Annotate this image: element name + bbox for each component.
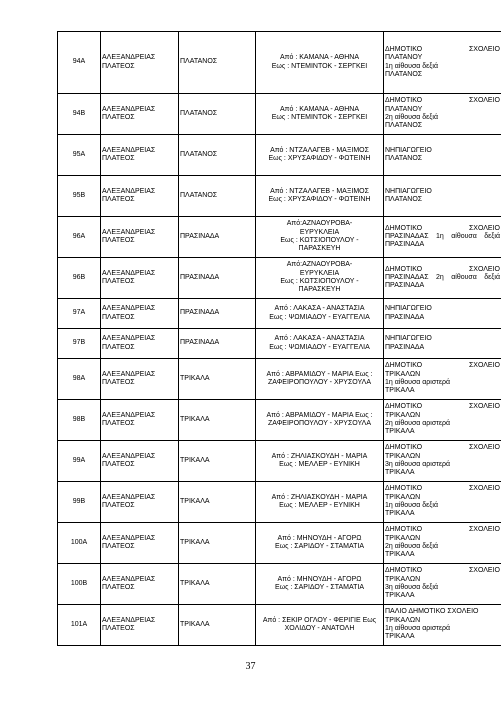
municipality xyxy=(101,564,179,605)
station-code-text: 94Α xyxy=(72,58,86,66)
location-line: 1η αίθουσα δεξιά xyxy=(385,62,439,70)
station-location xyxy=(384,217,501,258)
range-line: Από : ΖΗΛΙΑΣΚΟΥΔΗ - ΜΑΡΙΑ xyxy=(271,452,368,460)
station-code-text: 100Α xyxy=(70,538,88,546)
municipality-line: ΑΛΕΞΑΝΔΡΕΙΑΣ xyxy=(102,616,156,624)
area xyxy=(179,359,256,400)
range-line: Εως : ΜΕΛΛΕΡ - ΕΥΝΙΚΗ xyxy=(279,502,360,509)
station-location xyxy=(384,94,501,135)
station-code-text: 99Α xyxy=(72,456,86,464)
municipality-line: ΠΛΑΤΕΟΣ xyxy=(102,278,135,285)
area-text: ΠΛΑΤΑΝΟΣ xyxy=(180,150,218,158)
municipality xyxy=(101,523,179,564)
municipality-line: ΠΛΑΤΕΟΣ xyxy=(102,379,135,386)
range-line: ΕΥΡΥΚΛΕΙΑ xyxy=(299,228,340,236)
location-line: ΤΡΙΚΑΛΩΝ xyxy=(385,411,421,419)
range-line: Από : ΚΑΜΑΝΑ - ΑΘΗΝΑ xyxy=(280,54,359,62)
location-line: 2η αίθουσα δεξιά xyxy=(385,543,439,550)
station-code xyxy=(58,258,101,299)
table-row xyxy=(58,564,501,605)
station-code xyxy=(58,135,101,176)
area-text: ΠΡΑΣΙΝΑΔΑ xyxy=(180,309,220,317)
range-line: Από : ΜΗΝΟΥΔΗ - ΑΓΟΡΩ xyxy=(277,534,362,542)
area xyxy=(179,482,256,523)
surname-range xyxy=(256,176,384,217)
range-line: Από : ΣΕΚΙΡ ΟΓΛΟΥ - ΦΕΡΙΓΙΕ Εως xyxy=(262,616,377,624)
location-line: ΠΡΑΣΙΝΑΔΑΣ 1η αίθουσα δεξιά xyxy=(385,232,500,240)
municipality-line: ΑΛΕΞΑΝΔΡΕΙΑΣ xyxy=(102,269,156,277)
municipality xyxy=(101,176,179,217)
municipality-line: ΠΛΑΤΕΟΣ xyxy=(102,502,135,509)
range-line: ΖΑΦΕΙΡΟΠΟΥΛΟΥ - ΧΡΥΣΟΥΛΑ xyxy=(267,379,372,386)
station-code xyxy=(58,329,101,359)
area-text: ΤΡΙΚΑΛΑ xyxy=(180,497,210,505)
range-line: Εως : ΨΩΜΙΑΔΟΥ - ΕΥΑΓΓΕΛΙΑ xyxy=(269,313,370,321)
table-row xyxy=(58,94,501,135)
range-line: Από : ΛΑΚΑΣΑ - ΑΝΑΣΤΑΣΙΑ xyxy=(274,335,365,343)
area-text: ΤΡΙΚΑΛΑ xyxy=(180,456,210,464)
station-code xyxy=(58,564,101,605)
area-text: ΠΡΑΣΙΝΑΔΑ xyxy=(180,232,220,240)
table-row xyxy=(58,299,501,329)
surname-range xyxy=(256,482,384,523)
station-location xyxy=(384,400,501,441)
table-row xyxy=(58,359,501,400)
municipality-line: ΠΛΑΤΕΟΣ xyxy=(102,196,135,203)
location-line: 1η αίθουσα αριστερά xyxy=(385,625,451,632)
municipality-line: ΠΛΑΤΕΟΣ xyxy=(102,543,135,550)
municipality-line: ΑΛΕΞΑΝΔΡΕΙΑΣ xyxy=(102,305,156,313)
area xyxy=(179,299,256,329)
range-line: Από:ΑΖΝΑΟΥΡΟΒΑ- xyxy=(286,261,353,269)
location-line: ΔΗΜΟΤΙΚΟ ΣΧΟΛΕΙΟ xyxy=(385,403,500,411)
range-line: Εως : ΜΕΛΛΕΡ - ΕΥΝΙΚΗ xyxy=(279,461,360,468)
range-line: Από : ΛΑΚΑΣΑ - ΑΝΑΣΤΑΣΙΑ xyxy=(274,305,365,313)
location-line: ΠΡΑΣΙΝΑΔΑ xyxy=(385,343,425,351)
location-line: 1η αίθουσα δεξιά xyxy=(385,502,439,509)
station-code-text: 95Β xyxy=(72,191,86,199)
area-text: ΠΡΑΣΙΝΑΔΑ xyxy=(180,273,220,281)
location-line: ΝΗΠΙΑΓΩΓΕΙΟ xyxy=(385,146,432,154)
station-location xyxy=(384,605,501,646)
page-number: 37 xyxy=(245,661,256,672)
area-text: ΠΛΑΤΑΝΟΣ xyxy=(180,58,218,66)
municipality-line: ΑΛΕΞΑΝΔΡΕΙΑΣ xyxy=(102,452,156,460)
location-line: ΔΗΜΟΤΙΚΟ ΣΧΟΛΕΙΟ xyxy=(385,265,500,273)
location-line: 2η αίθουσα αριστερά xyxy=(385,420,451,427)
location-line: ΤΡΙΚΑΛΑ xyxy=(385,633,415,641)
municipality-line: ΑΛΕΞΑΝΔΡΕΙΑΣ xyxy=(102,534,156,542)
location-line: ΠΡΑΣΙΝΑΔΑΣ 2η αίθουσα δεξιά xyxy=(385,273,500,281)
municipality xyxy=(101,32,179,94)
location-line: ΠΡΑΣΙΝΑΔΑ xyxy=(385,282,425,290)
location-line: 3η αίθουσα αριστερά xyxy=(385,461,451,468)
range-line: Εως : ΚΩΤΣΙΟΠΟΥΛΟΥ - xyxy=(280,237,359,244)
station-code xyxy=(58,359,101,400)
municipality-line: ΑΛΕΞΑΝΔΡΕΙΑΣ xyxy=(102,575,156,583)
station-code-text: 97Β xyxy=(72,339,86,347)
station-code xyxy=(58,299,101,329)
range-line: ΧΟΛΙΔΟΥ - ΑΝΑΤΟΛΗ xyxy=(284,625,355,632)
range-line: Εως : ΝΤΕΜΙΝΤΟΚ - ΣΕΡΓΚΕΙ xyxy=(271,62,368,70)
area-text: ΤΡΙΚΑΛΑ xyxy=(180,620,210,628)
range-line: ΠΑΡΑΣΚΕΥΗ xyxy=(298,245,341,253)
municipality-line: ΑΛΕΞΑΝΔΡΕΙΑΣ xyxy=(102,411,156,419)
area xyxy=(179,135,256,176)
range-line: Από : ΑΒΡΑΜΙΔΟΥ - ΜΑΡΙΑ Εως : xyxy=(266,370,373,378)
location-line: ΔΗΜΟΤΙΚΟ ΣΧΟΛΕΙΟ xyxy=(385,97,500,105)
area xyxy=(179,32,256,94)
range-line: Από : ΜΗΝΟΥΔΗ - ΑΓΟΡΩ xyxy=(277,575,362,583)
table-row xyxy=(58,217,501,258)
municipality-line: ΑΛΕΞΑΝΔΡΕΙΑΣ xyxy=(102,228,156,236)
location-line: ΠΛΑΤΑΝΟΣ xyxy=(385,122,423,130)
location-line: ΠΛΑΤΑΝΟΥ xyxy=(385,105,423,113)
station-code-text: 96Β xyxy=(72,273,86,281)
station-code-text: 95Α xyxy=(72,150,86,158)
station-code-text: 96Α xyxy=(72,232,86,240)
location-line: ΝΗΠΙΑΓΩΓΕΙΟ xyxy=(385,335,432,343)
surname-range xyxy=(256,400,384,441)
municipality-line: ΠΛΑΤΕΟΣ xyxy=(102,461,135,468)
table-row xyxy=(58,482,501,523)
location-line: ΔΗΜΟΤΙΚΟ ΣΧΟΛΕΙΟ xyxy=(385,362,500,370)
area xyxy=(179,605,256,646)
location-line: ΠΡΑΣΙΝΑΔΑ xyxy=(385,313,425,321)
station-code-text: 98Α xyxy=(72,374,86,382)
station-code xyxy=(58,523,101,564)
surname-range xyxy=(256,329,384,359)
station-code xyxy=(58,441,101,482)
station-location xyxy=(384,359,501,400)
surname-range xyxy=(256,523,384,564)
location-line: ΠΛΑΤΑΝΟΣ xyxy=(385,155,423,162)
range-line: Εως : ΧΡΥΣΑΦΙΔΟΥ - ΦΩΤΕΙΝΗ xyxy=(268,196,371,203)
municipality-line: ΠΛΑΤΕΟΣ xyxy=(102,313,135,321)
location-line: ΤΡΙΚΑΛΩΝ xyxy=(385,493,421,501)
table-row xyxy=(58,32,501,94)
range-line: Εως : ΨΩΜΙΑΔΟΥ - ΕΥΑΓΓΕΛΙΑ xyxy=(269,343,370,351)
area-text: ΤΡΙΚΑΛΑ xyxy=(180,374,210,382)
municipality xyxy=(101,258,179,299)
location-line: ΔΗΜΟΤΙΚΟ ΣΧΟΛΕΙΟ xyxy=(385,444,500,452)
location-line: ΤΡΙΚΑΛΩΝ xyxy=(385,616,421,624)
table-row xyxy=(58,329,501,359)
municipality xyxy=(101,94,179,135)
area-text: ΤΡΙΚΑΛΑ xyxy=(180,538,210,546)
area xyxy=(179,258,256,299)
municipality-line: ΠΛΑΤΕΟΣ xyxy=(102,62,135,70)
area-text: ΤΡΙΚΑΛΑ xyxy=(180,579,210,587)
surname-range xyxy=(256,32,384,94)
location-line: 3η αίθουσα δεξιά xyxy=(385,584,439,591)
station-location xyxy=(384,441,501,482)
range-line: Εως : ΣΑΡΙΔΟΥ - ΣΤΑΜΑΤΙΑ xyxy=(274,584,365,591)
location-line: ΤΡΙΚΑΛΑ xyxy=(385,592,415,600)
municipality-line: ΠΛΑΤΕΟΣ xyxy=(102,114,135,121)
location-line: 1η αίθουσα αριστερά xyxy=(385,379,451,386)
area xyxy=(179,329,256,359)
area xyxy=(179,564,256,605)
station-code-text: 98Β xyxy=(72,415,86,423)
station-location xyxy=(384,329,501,359)
municipality-line: ΑΛΕΞΑΝΔΡΕΙΑΣ xyxy=(102,493,156,501)
station-code xyxy=(58,32,101,94)
surname-range xyxy=(256,135,384,176)
location-line: ΠΛΑΤΑΝΟΥ xyxy=(385,54,423,62)
location-line: ΝΗΠΙΑΓΩΓΕΙΟ xyxy=(385,187,432,195)
area-text: ΠΛΑΤΑΝΟΣ xyxy=(180,191,218,199)
table-body xyxy=(58,32,501,646)
station-location xyxy=(384,32,501,94)
surname-range xyxy=(256,441,384,482)
range-line: Από : ΑΒΡΑΜΙΔΟΥ - ΜΑΡΙΑ Εως : xyxy=(266,411,373,419)
area xyxy=(179,441,256,482)
table-row xyxy=(58,523,501,564)
municipality xyxy=(101,299,179,329)
range-line: Εως : ΝΤΕΜΙΝΤΟΚ - ΣΕΡΓΚΕΙ xyxy=(271,114,368,121)
municipality xyxy=(101,482,179,523)
municipality-line: ΑΛΕΞΑΝΔΡΕΙΑΣ xyxy=(102,54,156,62)
range-line: Εως : ΣΑΡΙΔΟΥ - ΣΤΑΜΑΤΙΑ xyxy=(274,543,365,550)
station-code-text: 97Α xyxy=(72,309,86,317)
table-row xyxy=(58,258,501,299)
area-text: ΠΛΑΤΑΝΟΣ xyxy=(180,109,218,117)
municipality-line: ΑΛΕΞΑΝΔΡΕΙΑΣ xyxy=(102,370,156,378)
location-line: ΤΡΙΚΑΛΑ xyxy=(385,387,415,395)
station-code xyxy=(58,400,101,441)
station-location xyxy=(384,299,501,329)
station-code-text: 94Β xyxy=(72,109,86,117)
station-code-text: 100Β xyxy=(70,579,88,587)
municipality xyxy=(101,329,179,359)
station-code-text: 101Α xyxy=(70,620,88,628)
surname-range xyxy=(256,564,384,605)
surname-range xyxy=(256,258,384,299)
municipality-line: ΑΛΕΞΑΝΔΡΕΙΑΣ xyxy=(102,187,156,195)
surname-range xyxy=(256,217,384,258)
polling-stations-table xyxy=(57,31,501,646)
station-code-text: 99Β xyxy=(72,497,86,505)
municipality-line: ΠΛΑΤΕΟΣ xyxy=(102,343,135,351)
municipality xyxy=(101,135,179,176)
location-line: ΤΡΙΚΑΛΩΝ xyxy=(385,452,421,460)
municipality xyxy=(101,400,179,441)
table-row xyxy=(58,176,501,217)
station-code xyxy=(58,482,101,523)
area xyxy=(179,217,256,258)
range-line: Από : ΝΤΖΑΛΑΓΕΒ - ΜΑΞΙΜΟΣ xyxy=(270,146,369,154)
municipality-line: ΑΛΕΞΑΝΔΡΕΙΑΣ xyxy=(102,335,156,343)
location-line: ΤΡΙΚΑΛΩΝ xyxy=(385,575,421,583)
location-line: ΔΗΜΟΤΙΚΟ ΣΧΟΛΕΙΟ xyxy=(385,567,500,575)
municipality-line: ΠΛΑΤΕΟΣ xyxy=(102,237,135,244)
station-location xyxy=(384,258,501,299)
area xyxy=(179,94,256,135)
area xyxy=(179,176,256,217)
range-line: ΖΑΦΕΙΡΟΠΟΥΛΟΥ - ΧΡΥΣΟΥΛΑ xyxy=(267,420,372,427)
municipality-line: ΠΛΑΤΕΟΣ xyxy=(102,584,135,591)
location-line: ΤΡΙΚΑΛΩΝ xyxy=(385,534,421,542)
table-row xyxy=(58,441,501,482)
location-line: ΠΡΑΣΙΝΑΔΑ xyxy=(385,241,425,249)
location-line: ΠΑΛΙΟ ΔΗΜΟΤΙΚΟ ΣΧΟΛΕΙΟ xyxy=(385,608,479,616)
station-code xyxy=(58,176,101,217)
location-line: ΝΗΠΙΑΓΩΓΕΙΟ xyxy=(385,305,432,313)
surname-range xyxy=(256,605,384,646)
range-line: ΠΑΡΑΣΚΕΥΗ xyxy=(298,286,341,294)
table-row xyxy=(58,400,501,441)
area xyxy=(179,523,256,564)
municipality xyxy=(101,217,179,258)
table-row xyxy=(58,135,501,176)
municipality-line: ΠΛΑΤΕΟΣ xyxy=(102,420,135,427)
station-location xyxy=(384,523,501,564)
municipality-line: ΠΛΑΤΕΟΣ xyxy=(102,625,135,632)
range-line: ΕΥΡΥΚΛΕΙΑ xyxy=(299,269,340,277)
range-line: Εως : ΧΡΥΣΑΦΙΔΟΥ - ΦΩΤΕΙΝΗ xyxy=(268,155,371,162)
surname-range xyxy=(256,299,384,329)
location-line: 2η αίθουσα δεξιά xyxy=(385,114,439,121)
station-code xyxy=(58,94,101,135)
surname-range xyxy=(256,359,384,400)
station-location xyxy=(384,176,501,217)
location-line: ΔΗΜΟΤΙΚΟ ΣΧΟΛΕΙΟ xyxy=(385,224,500,232)
municipality xyxy=(101,441,179,482)
municipality-line: ΠΛΑΤΕΟΣ xyxy=(102,155,135,162)
municipality-line: ΑΛΕΞΑΝΔΡΕΙΑΣ xyxy=(102,105,156,113)
location-line: ΔΗΜΟΤΙΚΟ ΣΧΟΛΕΙΟ xyxy=(385,526,500,534)
station-code xyxy=(58,605,101,646)
location-line: ΤΡΙΚΑΛΑ xyxy=(385,510,415,518)
table-row xyxy=(58,605,501,646)
location-line: ΠΛΑΤΑΝΟΣ xyxy=(385,196,423,203)
station-location xyxy=(384,564,501,605)
location-line: ΤΡΙΚΑΛΩΝ xyxy=(385,370,421,378)
municipality xyxy=(101,605,179,646)
range-line: Από:ΑΖΝΑΟΥΡΟΒΑ- xyxy=(286,220,353,228)
surname-range xyxy=(256,94,384,135)
area-text: ΤΡΙΚΑΛΑ xyxy=(180,415,210,423)
location-line: ΠΛΑΤΑΝΟΣ xyxy=(385,70,423,78)
municipality-line: ΑΛΕΞΑΝΔΡΕΙΑΣ xyxy=(102,146,156,154)
municipality xyxy=(101,359,179,400)
area-text: ΠΡΑΣΙΝΑΔΑ xyxy=(180,339,220,347)
station-location xyxy=(384,482,501,523)
location-line: ΤΡΙΚΑΛΑ xyxy=(385,428,415,436)
range-line: Από : ΝΤΖΑΛΑΓΕΒ - ΜΑΞΙΜΟΣ xyxy=(270,187,369,195)
range-line: Από : ΖΗΛΙΑΣΚΟΥΔΗ - ΜΑΡΙΑ xyxy=(271,493,368,501)
station-location xyxy=(384,135,501,176)
station-code xyxy=(58,217,101,258)
range-line: Από : ΚΑΜΑΝΑ - ΑΘΗΝΑ xyxy=(280,105,359,113)
location-line: ΔΗΜΟΤΙΚΟ ΣΧΟΛΕΙΟ xyxy=(385,485,500,493)
location-line: ΔΗΜΟΤΙΚΟ ΣΧΟΛΕΙΟ xyxy=(385,45,500,53)
area xyxy=(179,400,256,441)
location-line: ΤΡΙΚΑΛΑ xyxy=(385,469,415,477)
range-line: Εως : ΚΩΤΣΙΟΠΟΥΛΟΥ - xyxy=(280,278,359,285)
location-line: ΤΡΙΚΑΛΑ xyxy=(385,551,415,559)
